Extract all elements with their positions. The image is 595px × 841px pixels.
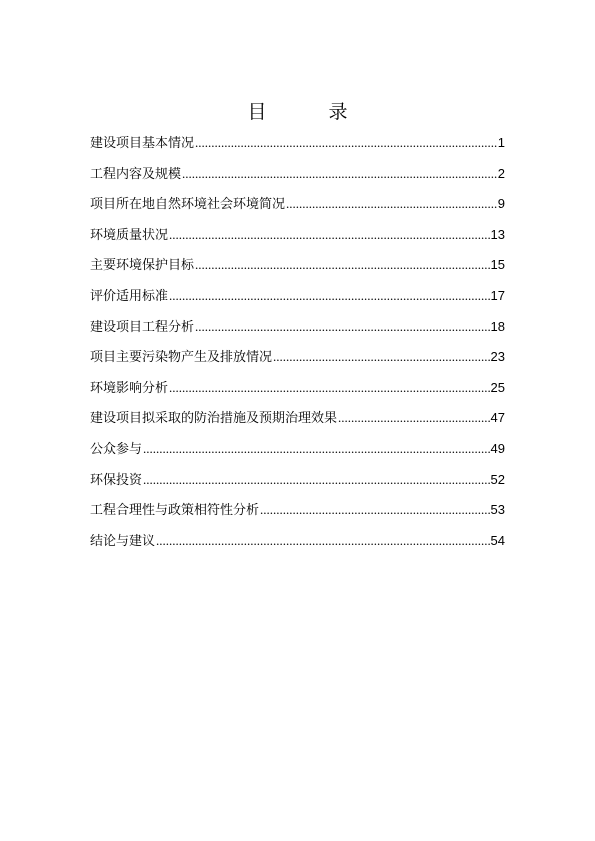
toc-entry-page-number: 23 bbox=[490, 349, 505, 365]
toc-entry-label: 主要环境保护目标 bbox=[90, 258, 195, 274]
toc-entry-label: 环境质量状况 bbox=[90, 227, 169, 243]
toc-entry[interactable] bbox=[90, 409, 505, 440]
toc-entry-page-number: 1 bbox=[497, 135, 505, 150]
toc-entry[interactable] bbox=[90, 532, 505, 563]
toc-entry-page-number: 54 bbox=[490, 532, 505, 548]
toc-dot-leader bbox=[195, 256, 490, 274]
toc-entry-label: 建设项目拟采取的防治措施及预期治理效果 bbox=[90, 411, 338, 427]
toc-entry[interactable] bbox=[90, 379, 505, 410]
toc-dot-leader bbox=[338, 409, 490, 427]
toc-entry-label: 项目主要污染物产生及排放情况 bbox=[90, 350, 273, 366]
toc-entry-page-number: 18 bbox=[490, 318, 505, 334]
toc-dot-leader bbox=[143, 440, 490, 458]
toc-entry[interactable] bbox=[90, 165, 505, 196]
toc-dot-leader bbox=[273, 348, 490, 366]
toc-dot-leader bbox=[195, 318, 490, 336]
toc-entry-page-number: 17 bbox=[490, 287, 505, 303]
toc-entry-page-number: 53 bbox=[490, 502, 505, 518]
toc-entry-label: 公众参与 bbox=[90, 441, 143, 457]
toc-dot-leader bbox=[156, 532, 490, 550]
toc-entry[interactable] bbox=[90, 440, 505, 471]
toc-entry-page-number: 13 bbox=[490, 226, 505, 242]
toc-entry-page-number: 9 bbox=[497, 196, 505, 212]
toc-entry-label: 评价适用标准 bbox=[90, 288, 169, 304]
toc-entry[interactable] bbox=[90, 226, 505, 257]
toc-entry[interactable] bbox=[90, 348, 505, 379]
toc-entry-page-number: 47 bbox=[490, 410, 505, 426]
toc-entry[interactable] bbox=[90, 256, 505, 287]
toc-dot-leader bbox=[260, 501, 490, 519]
toc-entry-label: 项目所在地自然环境社会环境简况 bbox=[90, 197, 286, 213]
toc-dot-leader bbox=[286, 195, 497, 213]
toc-dot-leader bbox=[169, 287, 490, 305]
toc-dot-leader bbox=[169, 226, 490, 244]
toc-entry[interactable] bbox=[90, 471, 505, 502]
toc-entry-label: 工程合理性与政策相符性分析 bbox=[90, 503, 260, 519]
toc-entry-page-number: 2 bbox=[497, 165, 505, 181]
toc-entry[interactable] bbox=[90, 318, 505, 349]
toc-title: 目 录 bbox=[247, 101, 376, 123]
toc-entry[interactable] bbox=[90, 501, 505, 532]
toc-dot-leader bbox=[195, 134, 497, 152]
toc-entry[interactable] bbox=[90, 134, 505, 165]
toc-entry-label: 工程内容及规模 bbox=[90, 166, 182, 182]
toc-entry-label: 环保投资 bbox=[90, 472, 143, 488]
toc-dot-leader bbox=[182, 165, 497, 183]
toc-dot-leader bbox=[169, 379, 490, 397]
toc-entry[interactable] bbox=[90, 195, 505, 226]
toc-entry-label: 结论与建议 bbox=[90, 533, 156, 549]
toc-entry-page-number: 52 bbox=[490, 471, 505, 487]
toc-dot-leader bbox=[143, 471, 490, 489]
toc-entry[interactable] bbox=[90, 287, 505, 318]
toc-entry-label: 环境影响分析 bbox=[90, 380, 169, 396]
toc-entry-label: 建设项目基本情况 bbox=[90, 136, 195, 151]
toc-entry-page-number: 25 bbox=[490, 379, 505, 395]
toc-entry-page-number: 49 bbox=[490, 440, 505, 456]
toc-entry-page-number: 15 bbox=[490, 257, 505, 273]
toc-entry-label: 建设项目工程分析 bbox=[90, 319, 195, 335]
table-of-contents bbox=[90, 134, 505, 562]
